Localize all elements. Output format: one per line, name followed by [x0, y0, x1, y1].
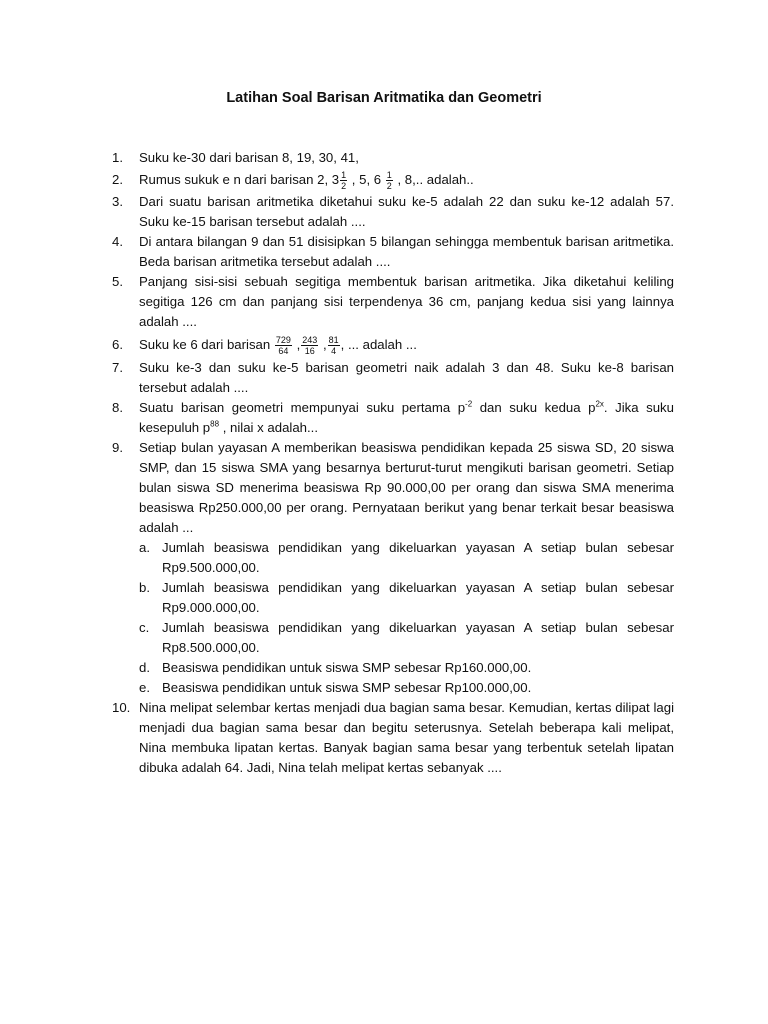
question-8: [112, 398, 674, 438]
option-text: Jumlah beasiswa pendidikan yang dikeluarkan yayasan A setiap bulan sebesar Rp8.500.000,00.: [162, 620, 674, 655]
option-b: [139, 578, 674, 618]
question-7: [112, 358, 674, 398]
question-text: Setiap bulan yayasan A memberikan beasiswa pendidikan kepada 25 siswa SD, 20 siswa SMP, dan 15 siswa SMA yang besarnya berturut-turut mengikuti barisan geometri. Setiap bulan siswa SD menerima beasiswa Rp 90.000,00 per orang dan siswa SMA menerima beasiswa Rp250.000,00 per orang. Pernyataan berikut yang benar terkait besar beasiswa adalah ...: [139, 440, 674, 535]
exponent: -2: [465, 399, 473, 409]
question-text-b: dan suku kedua p: [472, 400, 596, 415]
fraction-one-half: $\frac{1}{2}$: [341, 170, 347, 192]
fraction-243-16: $\frac{243}{16}$: [302, 335, 318, 357]
option-d: [139, 658, 674, 678]
exponent: 88: [210, 419, 220, 429]
option-letter: a.: [139, 540, 150, 555]
option-letter: c.: [139, 620, 150, 635]
question-9: [112, 438, 674, 698]
separator: ,: [319, 337, 327, 352]
question-number: 5.: [112, 274, 123, 289]
question-4: [112, 232, 674, 272]
question-3: [112, 192, 674, 232]
option-letter: e.: [139, 680, 150, 695]
question-text-mid: , 5, 6: [348, 172, 385, 187]
question-5: [112, 272, 674, 332]
option-c: [139, 618, 674, 658]
question-number: 10.: [112, 700, 131, 715]
option-text: Jumlah beasiswa pendidikan yang dikeluarkan yayasan A setiap bulan sebesar Rp9.000.000,00.: [162, 580, 674, 615]
option-letter: b.: [139, 580, 150, 595]
fraction-one-half: $\frac{1}{2}$: [386, 170, 392, 192]
question-text-a: Suatu barisan geometri mempunyai suku pertama p: [139, 400, 466, 415]
question-1: [112, 148, 674, 168]
option-text: Beasiswa pendidikan untuk siswa SMP sebesar Rp100.000,00.: [162, 680, 532, 695]
question-number: 2.: [112, 172, 123, 187]
question-text-d: , nilai x adalah...: [219, 420, 318, 435]
option-letter: d.: [139, 660, 150, 675]
question-number: 7.: [112, 360, 123, 375]
fraction-729-64: $\frac{729}{64}$: [275, 335, 291, 357]
question-text: Nina melipat selembar kertas menjadi dua bagian sama besar. Kemudian, kertas dilipat lagi menjadi dua bagian sama besar dan begitu seterusnya. Setelah beberapa kali melipat, Nina membuka lipatan kertas. Banyak bagian sama besar yang terbentuk setelah lipatan dibuka adalah 64. Jadi, Nina telah melipat kertas sebanyak ....: [139, 700, 674, 775]
question-number: 4.: [112, 234, 123, 249]
question-number: 9.: [112, 440, 123, 455]
question-text: Suku ke-3 dan suku ke-5 barisan geometri naik adalah 3 dan 48. Suku ke-8 barisan tersebut adalah ....: [139, 360, 674, 395]
question-text-end: , 8,.. adalah..: [393, 172, 474, 187]
option-a: [139, 538, 674, 578]
page-title: Latihan Soal Barisan Aritmatika dan Geometri: [226, 90, 542, 106]
option-e: [139, 678, 674, 698]
question-text: Suku ke-30 dari barisan 8, 19, 30, 41,: [139, 150, 359, 165]
question-text-end: , ... adalah ...: [340, 337, 417, 352]
question-6: [112, 332, 674, 358]
fraction-81-4: $\frac{81}{4}$: [328, 335, 339, 357]
question-text-c: . Jika suku kesepuluh p: [139, 400, 674, 435]
question-text: Di antara bilangan 9 dan 51 disisipkan 5 bilangan sehingga membentuk barisan aritmetika. Beda barisan aritmetika tersebut adalah ....: [139, 234, 674, 269]
separator: ,: [292, 337, 301, 352]
question-text-start: Rumus sukuk e n dari barisan 2, 3: [139, 172, 340, 187]
question-list: [112, 148, 674, 778]
question-text: Dari suatu barisan aritmetika diketahui suku ke-5 adalah 22 dan suku ke-12 adalah 57. Suku ke-15 barisan tersebut adalah ....: [139, 194, 674, 229]
exponent: 2x: [595, 399, 604, 409]
option-text: Beasiswa pendidikan untuk siswa SMP sebesar Rp160.000,00.: [162, 660, 532, 675]
question-10: [112, 698, 674, 778]
question-text-start: Suku ke 6 dari barisan: [139, 337, 274, 352]
question-number: 6.: [112, 337, 123, 352]
question-text: Panjang sisi-sisi sebuah segitiga membentuk barisan aritmetika. Jika diketahui keliling segitiga 126 cm dan panjang sisi terpendenya 36 cm, panjang kedua sisi yang lainnya adalah ....: [139, 274, 674, 329]
question-number: 3.: [112, 194, 123, 209]
question-number: 1.: [112, 150, 123, 165]
option-text: Jumlah beasiswa pendidikan yang dikeluarkan yayasan A setiap bulan sebesar Rp9.500.000,00.: [162, 540, 674, 575]
question-number: 8.: [112, 400, 123, 415]
question-2: [112, 168, 674, 192]
